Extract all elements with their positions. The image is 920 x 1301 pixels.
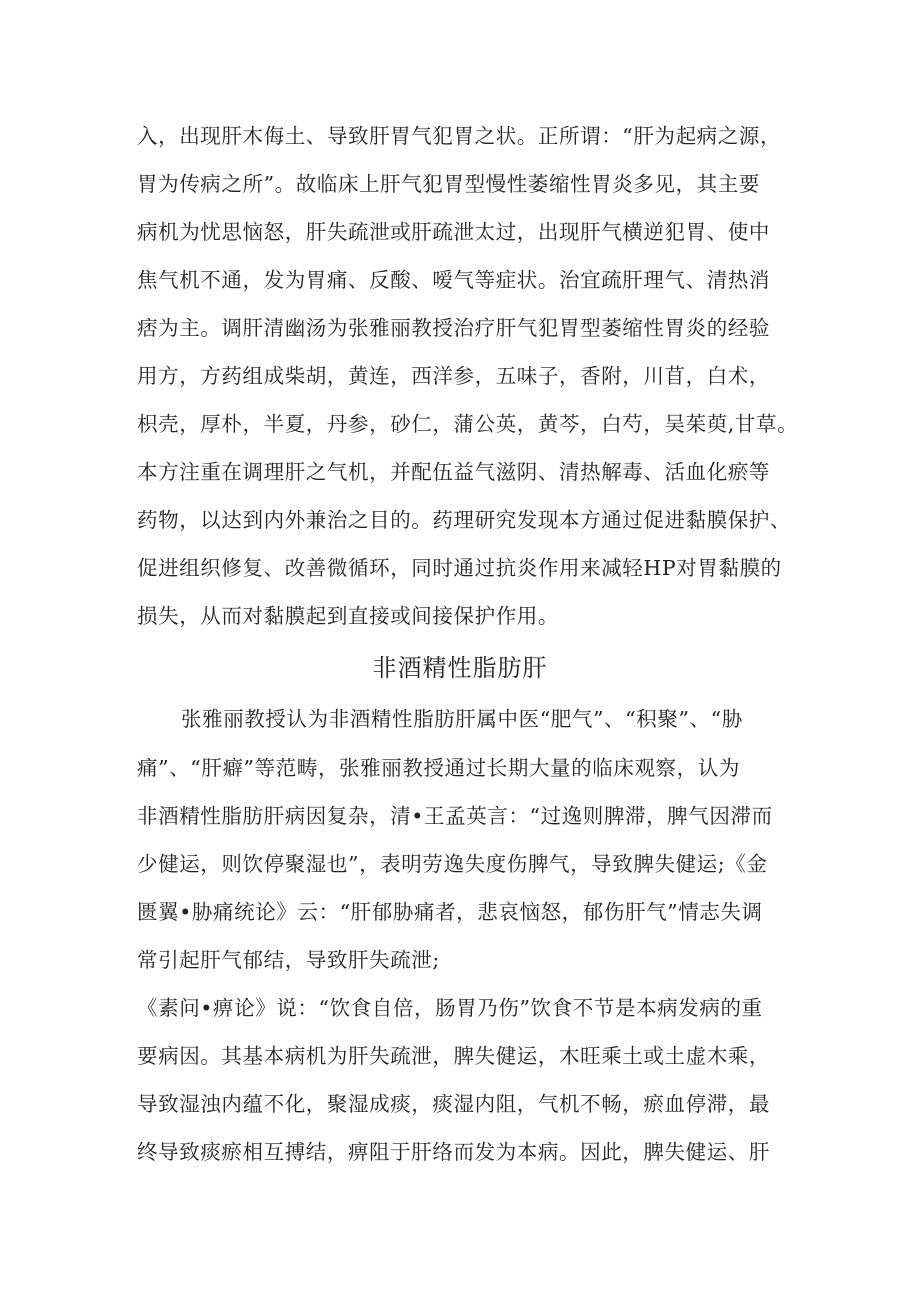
body-text-line: 要病因。其基本病机为肝失疏泄，脾失健运，木旺乘土或土虚木乘， [137,1044,770,1068]
body-text-line: 焦气机不通，发为胃痛、反酸、嗳气等症状。治宜疏肝理气、清热消 [137,268,770,292]
body-text-line: 促进组织修复、改善微循环，同时通过抗炎作用来减轻HP对胃黏膜的 [137,556,782,580]
body-text-line: 用方，方药组成柴胡，黄连，西洋参，五味子，香附，川苜，白术， [137,364,770,388]
body-text-line: 《素问•痹论》说：“饮食自倍，肠胃乃伤”饮食不节是本病发病的重 [137,996,763,1020]
body-text-line: 常引起肝气郁结，导致肝失疏泄; [137,948,440,972]
body-text-line: 本方注重在调理肝之气机，并配伍益气滋阴、清热解毒、活血化瘀等 [137,460,770,484]
body-text-line: 少健运，则饮停聚湿也”，表明劳逸失度伤脾气，导致脾失健运;《金 [137,852,768,876]
body-text-line: 导致湿浊内蕴不化，聚湿成痰，痰湿内阻，气机不畅，瘀血停滞，最 [137,1092,770,1116]
body-text-line: 痛”、“肝癖”等范畴，张雅丽教授通过长期大量的临床观察，认为 [137,756,740,780]
body-text-line: 病机为忧思恼怒，肝失疏泄或肝疏泄太过，出现肝气横逆犯胃、使中 [137,220,770,244]
body-text-line: 药物，以达到内外兼治之目的。药理研究发现本方通过促进黏膜保护、 [137,508,792,532]
body-text-line: 痞为主。调肝清幽汤为张雅丽教授治疗肝气犯胃型萎缩性胃炎的经验 [137,316,770,340]
body-text-line: 匮翼•胁痛统论》云：“肝郁胁痛者，悲哀恼怒，郁伤肝气”情志失调 [137,900,763,924]
body-text-line: 入，出现肝木侮土、导致肝胃气犯胃之状。正所谓：“肝为起病之源， [137,124,782,148]
body-text-line: 终导致痰瘀相互搏结，痹阻于肝络而发为本病。因此，脾失健运、肝 [137,1140,770,1164]
body-text-line: 张雅丽教授认为非酒精性脂肪肝属中医“肥气”、“积聚”、“胁 [181,707,743,731]
body-text-line: 损失，从而对黏膜起到直接或间接保护作用。 [137,604,559,628]
body-text-line: 非酒精性脂肪肝病因复杂，清•王孟英言：“过逸则脾滞，脾气因滞而 [137,804,773,828]
body-text-line: 胃为传病之所”。故临床上肝气犯胃型慢性萎缩性胃炎多见，其主要 [137,172,760,196]
body-text-line: 枳壳，厚朴，半夏，丹参，砂仁，蒲公英，黄芩，白芍，吴茱萸,甘草。 [137,412,799,436]
section-title: 非酒精性脂肪肝 [372,654,548,682]
